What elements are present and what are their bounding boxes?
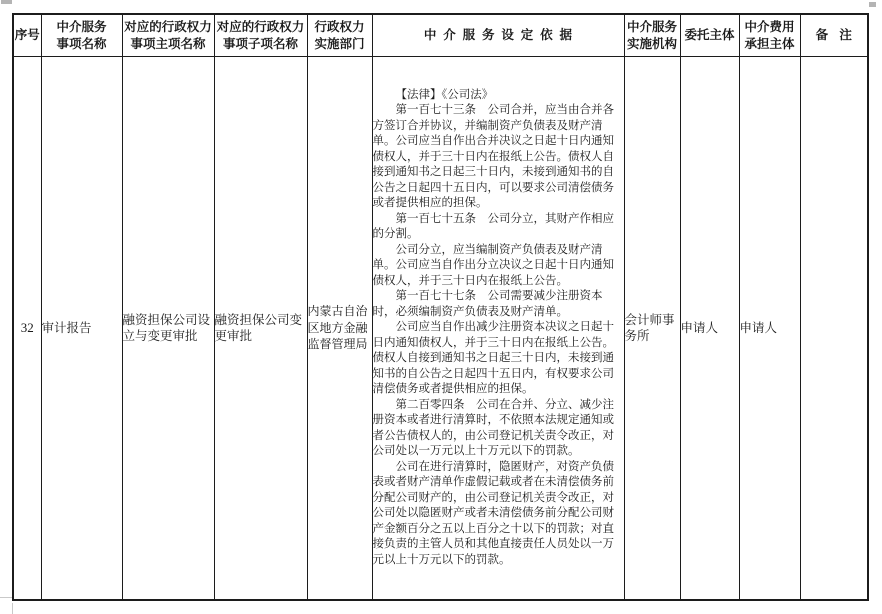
header-entrusting-party: 委托主体 <box>680 14 739 57</box>
cell-basis <box>372 57 624 601</box>
cell-entrusting-party: 申请人 <box>680 57 739 601</box>
cell-implementing-department: 内蒙古自治区地方金融监督管理局 <box>307 57 372 601</box>
cell-implementing-agency: 会计师事务所 <box>624 57 680 601</box>
header-service-name: 中介服务 事项名称 <box>41 14 122 57</box>
intermediary-services-table <box>12 13 869 601</box>
basis-paragraph: 第一百七十五条 公司分立，其财产作相应的分割。 <box>372 212 614 241</box>
header-basis-label: 中介服务设定依据 <box>423 28 579 42</box>
header-remark-label: 备注 <box>815 28 864 42</box>
basis-paragraph: 第二百零四条 公司在合并、分立、减少注册资本或者进行清算时，不依照本法规定通知或者公告债权人的，由公司登记机关责令改正，对公司处以一万元以上十万元以下的罚款。 <box>372 398 614 458</box>
table-row <box>13 57 868 601</box>
header-implementing-department: 行政权力 实施部门 <box>307 14 372 57</box>
basis-paragraph: 公司应当自作出减少注册资本决议之日起十日内通知债权人，并于三十日内在报纸上公告。债权人自接到通知书之日起三十日内，未接到通知书的自公告之日起四十五日内，有权要求公司清偿债务或者提供相应的担保。 <box>372 321 614 396</box>
cell-service-name: 审计报告 <box>41 57 122 601</box>
basis-paragraph: 【法律】《公司法》 <box>395 88 494 101</box>
header-basis <box>372 14 624 57</box>
cell-fee-bearer: 申请人 <box>739 57 800 601</box>
header-remark <box>800 14 868 57</box>
header-implementing-agency: 中介服务 实施机构 <box>624 14 680 57</box>
cell-index: 32 <box>13 57 41 601</box>
header-index: 序号 <box>13 14 41 57</box>
header-power-main-item: 对应的行政权力 事项主项名称 <box>122 14 214 57</box>
page-edge-line-horizontal <box>0 597 12 598</box>
cell-power-main-item: 融资担保公司设立与变更审批 <box>122 57 214 601</box>
basis-paragraph: 第一百七十七条 公司需要减少注册资本时，必须编制资产负债表及财产清单。 <box>372 290 603 318</box>
cell-remark <box>800 57 868 601</box>
page-edge-line-vertical <box>12 603 13 614</box>
header-fee-bearer: 中介费用 承担主体 <box>739 14 800 57</box>
scroll-corner-artifact-top-left <box>1 0 12 4</box>
header-power-sub-item: 对应的行政权力 事项子项名称 <box>214 14 307 57</box>
cell-power-sub-item: 融资担保公司变更审批 <box>214 57 307 601</box>
basis-paragraph: 第一百七十三条 公司合并，应当由合并各方签订合并协议，并编制资产负债表及财产清单。公司应当自作出合并决议之日起十日内通知债权人，并于三十日内在报纸上公告。债权人自接到通知书之日起三十日内，未接到通知书的自公告之日起四十五日内，可以要求公司清偿债务或者提供相应的担保。 <box>372 104 614 210</box>
scroll-corner-artifact-top-right <box>869 2 876 7</box>
basis-paragraph: 公司分立，应当编制资产负债表及财产清单。公司应当自作出分立决议之日起十日内通知债权人，并于三十日内在报纸上公告。 <box>372 243 614 287</box>
header-row <box>13 14 868 57</box>
basis-paragraph: 公司在进行清算时，隐匿财产，对资产负债表或者财产清单作虚假记载或者在未清偿债务前分配公司财产的，由公司登记机关责令改正，对公司处以隐匿财产或者未清偿债务前分配公司财产金额百分之五以上百分之十以下的罚款；对直接负责的主管人员和其他直接责任人员处以一万元以上十万元以下的罚款。 <box>372 460 614 566</box>
